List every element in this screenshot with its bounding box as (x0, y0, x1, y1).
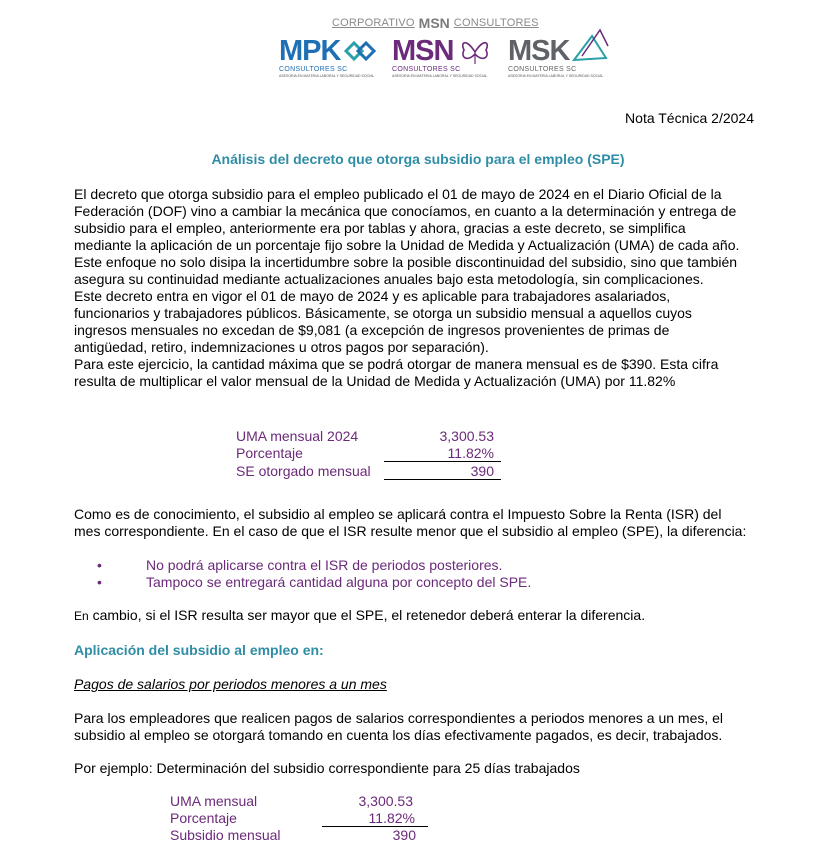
paragraph-isr (74, 506, 762, 540)
table-row-label: Porcentaje (170, 810, 237, 826)
text-line: Para los empleadores que realicen pagos de salarios correspondientes a periodos menores a un mes, el (74, 710, 724, 726)
text-line: subsidio al empleo se otorgará tomando en cuenta los días efectivamente pagados, es decir, trabajados. (74, 727, 723, 743)
triangle-logo-icon (570, 26, 610, 66)
msn-logo-tagline: ASESORIA EN MATERIA LABORAL Y SEGURIDAD SOCIAL (392, 74, 488, 78)
text-line: asegura su continuidad mediante actualizaciones anuales bajo esta metodología, sin complicaciones. (74, 271, 704, 287)
bullet-dot-icon: • (97, 574, 102, 590)
text-line: resulta de multiplicar el valor mensual de la Unidad de Medida y Actualización (UMA) por 11.82% (74, 373, 676, 389)
technical-note-number: Nota Técnica 2/2024 (625, 110, 754, 126)
msk-logo-text: MSK (508, 35, 570, 67)
list-item: No podrá aplicarse contra el ISR de periodos posteriores. (146, 557, 503, 573)
text-line: Este enfoque no solo disipa la incertidumbre sobre la posible discontinuidad del subsidio, sino que también (74, 254, 738, 270)
table-row-value: 11.82% (447, 445, 494, 461)
text-line: antigüedad, retiro, indemnizaciones u otros pagos por separación). (74, 339, 489, 355)
msn-logo-text: MSN (392, 35, 454, 67)
section-heading: Aplicación del subsidio al empleo en: (74, 642, 324, 658)
text-line: El decreto que otorga subsidio para el empleo publicado el 01 de mayo de 2024 en el Diario Oficial de la (74, 186, 722, 202)
mpk-logo-sub: CONSULTORES SC (279, 66, 348, 73)
text-line: Federación (DOF) vino a cambiar la mecánica que conocíamos, en cuanto a la determinación y entrega de (74, 203, 737, 219)
corp-left-text: CORPORATIVO (332, 17, 415, 29)
mpk-logo-tagline: ASESORIA EN MATERIA LABORAL Y SEGURIDAD SOCIAL (279, 74, 375, 78)
paragraph-text: cambio, si el ISR resulta ser mayor que el SPE, el retenedor deberá enterar la diferencia. (88, 607, 646, 623)
msk-logo-sub: CONSULTORES SC (508, 66, 577, 73)
sum-underline (384, 461, 501, 462)
text-line: funcionarios y trabajadores públicos. Básicamente, se otorga un subsidio mensual a aquellos cuyos (74, 305, 692, 321)
mpk-logo-text: MPK (279, 35, 341, 67)
corp-mid-text: MSN (418, 15, 450, 31)
text-line: Para este ejercicio, la cantidad máxima que se podrá otorgar de manera mensual es de $390. Esta cifra (74, 356, 719, 372)
paragraph-example: Por ejemplo: Determinación del subsidio correspondiente para 25 días trabajados (74, 760, 580, 776)
bullet-dot-icon: • (97, 557, 102, 573)
text-line: mes correspondiente. En el caso de que el ISR resulte menor que el subsidio al empleo (SPE), la diferencia: (74, 523, 747, 539)
total-underline (384, 479, 501, 480)
text-line: mediante la aplicación de un porcentaje fijo sobre la Unidad de Medida y Actualización (UMA) de cada año. (74, 237, 740, 253)
text-line: Este decreto entra en vigor el 01 de mayo de 2024 y es aplicable para trabajadores asalariados, (74, 288, 671, 304)
msk-logo (508, 36, 612, 88)
paragraph-intro (74, 186, 762, 390)
table-row-label: Subsidio mensual (170, 827, 281, 843)
table-row-value: 11.82% (368, 810, 415, 826)
msn-logo-sub: CONSULTORES SC (392, 66, 461, 73)
text-line: subsidio para el empleo, anteriormente era por tablas y ahora, gracias a este decreto, se simplifica (74, 220, 686, 236)
chevron-logo-icon (343, 40, 379, 62)
mpk-logo (279, 36, 383, 88)
table-row-label: Porcentaje (236, 445, 303, 461)
msn-logo (392, 36, 500, 88)
table-row-value: 3,300.53 (439, 428, 494, 444)
paragraph-periods (74, 710, 762, 744)
corporate-header (332, 16, 549, 30)
table-row-label: UMA mensual 2024 (236, 428, 359, 444)
subsection-heading: Pagos de salarios por periodos menores a un mes (74, 676, 387, 692)
table-row-value: 390 (470, 463, 494, 479)
list-item: Tampoco se entregará cantidad alguna por concepto del SPE. (146, 574, 532, 590)
table-row-label: SE otorgado mensual (236, 463, 371, 479)
text-line: Como es de conocimiento, el subsidio al empleo se aplicará contra el Impuesto Sobre la Renta (ISR) del (74, 506, 722, 522)
paragraph-difference (74, 607, 645, 623)
table-row-label: UMA mensual (170, 793, 258, 809)
text-line: ingresos mensuales no excedan de $9,081 (a excepción de ingresos provenientes de primas de (74, 322, 670, 338)
msk-logo-tagline: ASESORIA EN MATERIA LABORAL Y SEGURIDAD SOCIAL (508, 74, 604, 78)
table-row-value: 390 (392, 827, 416, 843)
corp-right-text: CONSULTORES (453, 17, 539, 29)
paragraph-prefix: En (74, 609, 89, 623)
document-title: Análisis del decreto que otorga subsidio para el empleo (SPE) (211, 151, 625, 167)
butterfly-logo-icon (458, 36, 492, 68)
table-row-value: 3,300.53 (358, 793, 413, 809)
